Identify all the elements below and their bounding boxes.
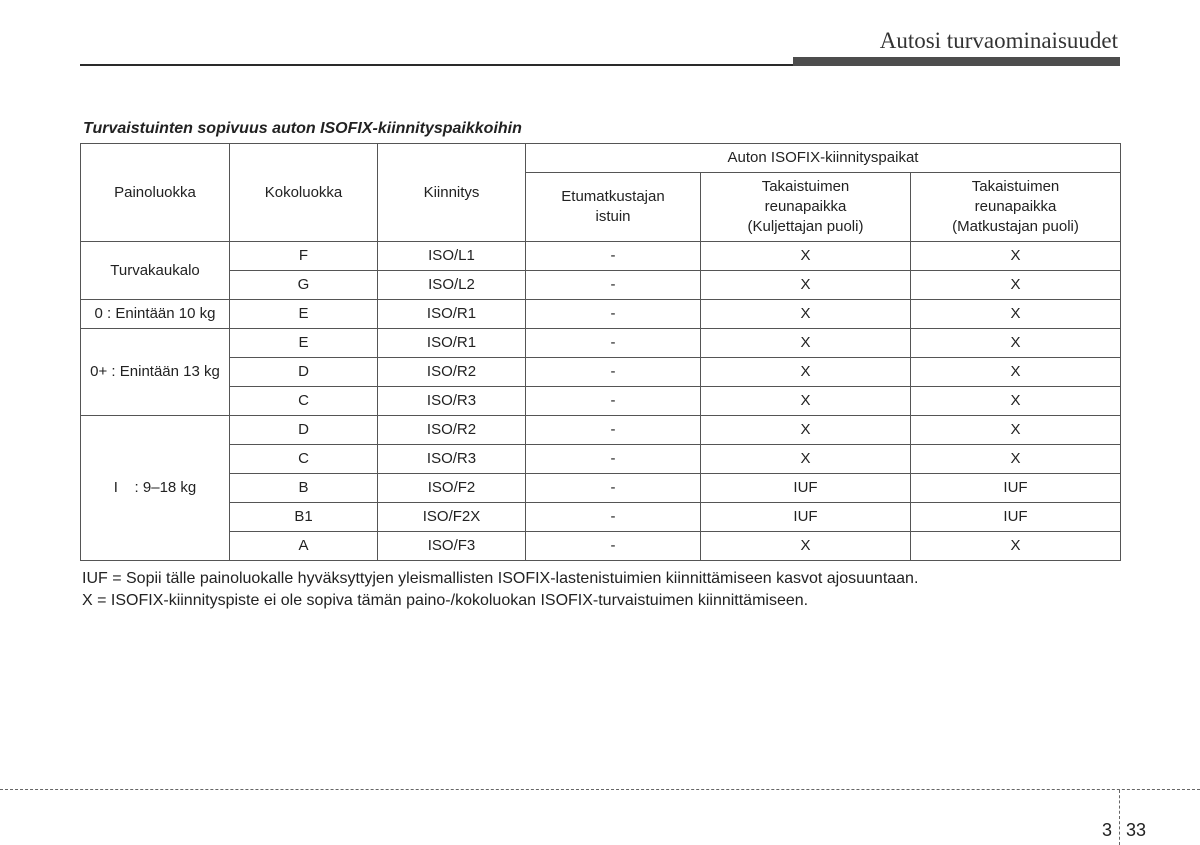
table-row [81,300,1121,329]
rear-driver-cell: IUF [701,474,911,503]
header-rule-thick [793,57,1120,66]
rear-passenger-cell: X [911,532,1121,561]
size-class-cell: D [230,416,378,445]
fixture-cell: ISO/R3 [378,445,526,474]
front-seat-cell: - [526,503,701,532]
table-row [81,271,1121,300]
rear-driver-cell: X [701,329,911,358]
note-iuf: IUF = Sopii tälle painoluokalle hyväksyttyjen yleismallisten ISOFIX-lastenistuimien kiinnittämiseen kasvot ajosuuntaan. [82,570,919,587]
table-notes [82,568,918,612]
fixture-cell: ISO/L2 [378,271,526,300]
rear-passenger-cell: IUF [911,503,1121,532]
header-rear-driver-line-2: reunapaikka [764,198,847,215]
rear-passenger-cell: IUF [911,474,1121,503]
front-seat-cell: - [526,300,701,329]
fixture-cell: ISO/R1 [378,300,526,329]
rear-driver-cell: X [701,358,911,387]
fixture-cell: ISO/F3 [378,532,526,561]
rear-driver-cell: X [701,300,911,329]
weight-class-cell: Turvakaukalo [81,242,230,300]
fixture-cell: ISO/F2 [378,474,526,503]
front-seat-cell: - [526,416,701,445]
table-row [81,416,1121,445]
note-x: X = ISOFIX-kiinnityspiste ei ole sopiva tämän paino-/kokoluokan ISOFIX-turvaistuimen kiinnittämiseen. [82,592,809,609]
table-row [81,445,1121,474]
header-rule-thin [80,64,795,66]
table-row [81,242,1121,271]
chapter-number: 3 [1102,820,1113,840]
size-class-cell: E [230,300,378,329]
table-row [81,474,1121,503]
table-row [81,358,1121,387]
size-class-cell: A [230,532,378,561]
rear-driver-cell: X [701,416,911,445]
rear-passenger-cell: X [911,300,1121,329]
table-row [81,503,1121,532]
rear-driver-cell: X [701,532,911,561]
header-size-class: Kokoluokka [230,144,378,242]
size-class-cell: C [230,445,378,474]
rear-passenger-cell: X [911,329,1121,358]
header-rear-driver-line-3: (Kuljettajan puoli) [747,218,864,235]
size-class-cell: E [230,329,378,358]
size-class-cell: F [230,242,378,271]
size-class-cell: C [230,387,378,416]
size-class-cell: B [230,474,378,503]
rear-driver-cell: X [701,242,911,271]
header-rear-driver-side [701,173,911,242]
header-rear-passenger-line-3: (Matkustajan puoli) [952,218,1079,235]
fixture-cell: ISO/R2 [378,358,526,387]
size-class-cell: D [230,358,378,387]
header-rear-passenger-line-1: Takaistuimen [971,178,1060,195]
rear-passenger-cell: X [911,358,1121,387]
front-seat-cell: - [526,445,701,474]
fixture-cell: ISO/R3 [378,387,526,416]
fixture-cell: ISO/L1 [378,242,526,271]
header-weight-class: Painoluokka [81,144,230,242]
front-seat-cell: - [526,242,701,271]
fixture-cell: ISO/F2X [378,503,526,532]
header-rear-driver-line-1: Takaistuimen [761,178,850,195]
weight-class-cell: 0 : Enintään 10 kg [81,300,230,329]
rear-passenger-cell: X [911,416,1121,445]
header-rear-passenger-side [911,173,1121,242]
isofix-compatibility-table [80,143,1121,561]
front-seat-cell: - [526,271,701,300]
front-seat-cell: - [526,532,701,561]
front-seat-cell: - [526,358,701,387]
front-seat-cell: - [526,474,701,503]
rear-passenger-cell: X [911,387,1121,416]
page-header-title: Autosi turvaominaisuudet [879,28,1118,53]
rear-passenger-cell: X [911,271,1121,300]
rear-driver-cell: X [701,387,911,416]
rear-driver-cell: X [701,445,911,474]
header-fixture: Kiinnitys [378,144,526,242]
weight-class-cell: 0+ : Enintään 13 kg [81,329,230,416]
header-front-line-1: Etumatkustajan [561,188,665,205]
page-number: 33 [1126,820,1147,840]
footer-vertical-dashed-rule [1119,790,1120,845]
table-row [81,532,1121,561]
header-front-passenger-seat [526,173,701,242]
table-row [81,329,1121,358]
rear-driver-cell: X [701,271,911,300]
rear-passenger-cell: X [911,445,1121,474]
footer-dashed-rule [0,789,1200,790]
table-caption: Turvaistuinten sopivuus auton ISOFIX-kiinnityspaikkoihin [83,120,522,137]
rear-driver-cell: IUF [701,503,911,532]
front-seat-cell: - [526,329,701,358]
header-isofix-positions: Auton ISOFIX-kiinnityspaikat [526,144,1121,173]
size-class-cell: G [230,271,378,300]
size-class-cell: B1 [230,503,378,532]
weight-class-cell: I : 9–18 kg [81,416,230,561]
header-rear-passenger-line-2: reunapaikka [974,198,1057,215]
table-row [81,387,1121,416]
rear-passenger-cell: X [911,242,1121,271]
front-seat-cell: - [526,387,701,416]
header-front-line-2: istuin [595,208,631,225]
fixture-cell: ISO/R2 [378,416,526,445]
fixture-cell: ISO/R1 [378,329,526,358]
